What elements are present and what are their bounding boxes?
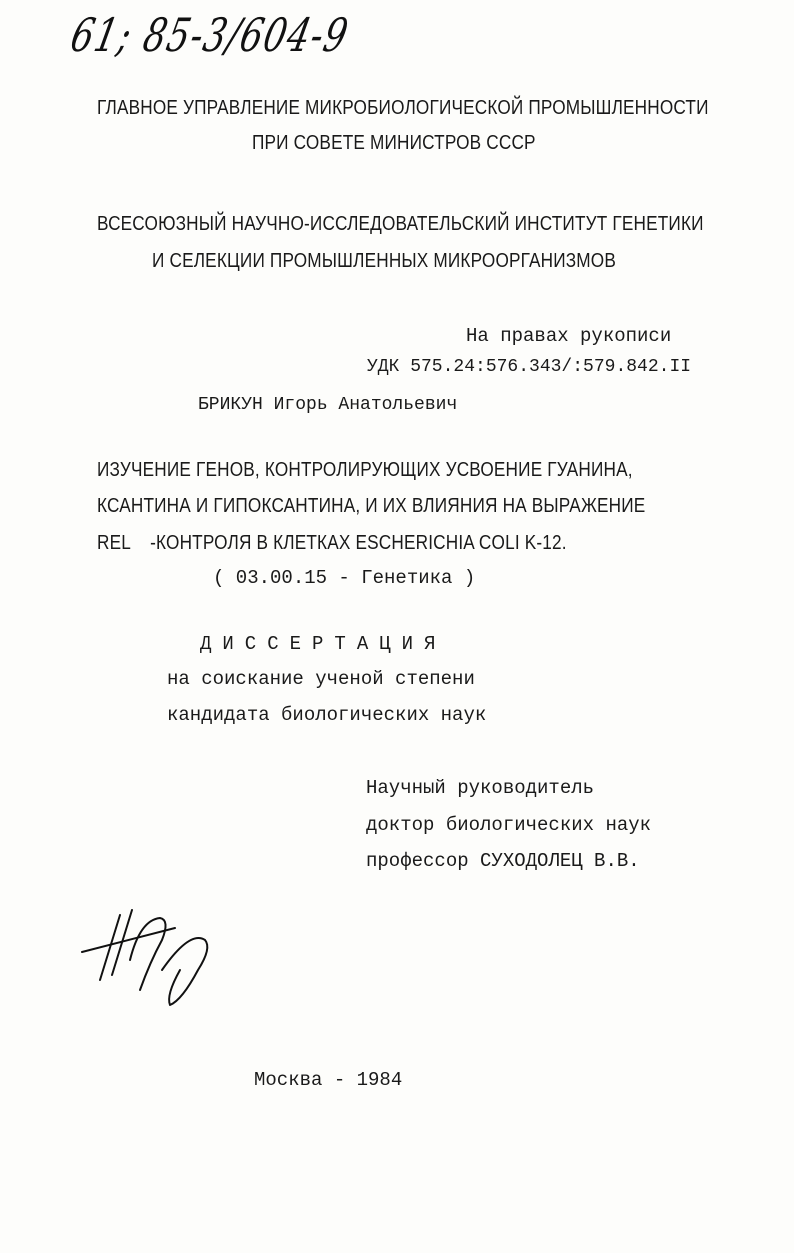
udc-code: УДК 575.24:576.343/:579.842.II <box>367 357 692 377</box>
city-year: Москва - 1984 <box>254 1069 403 1091</box>
title-line-2: КСАНТИНА И ГИПОКСАНТИНА, И ИХ ВЛИЯНИЯ НА ВЫРАЖЕНИЕ <box>97 495 646 517</box>
degree-line-2: кандидата биологических наук <box>167 704 487 726</box>
archive-mark: 61; 85-3/604-9 <box>66 8 354 62</box>
supervisor-line-1: Научный руководитель <box>366 777 595 799</box>
author-signature <box>70 900 230 1010</box>
specialty-code: ( 03.00.15 - Генетика ) <box>213 567 476 589</box>
supervisor-line-3: профессор СУХОДОЛЕЦ В.В. <box>366 850 640 872</box>
degree-line-1: на соискание ученой степени <box>167 668 475 690</box>
title-line-3: REL -КОНТРОЛЯ В КЛЕТКАХ ESCHERICHIA COLI K-12. <box>97 532 567 554</box>
ministry-line-1: ГЛАВНОЕ УПРАВЛЕНИЕ МИКРОБИОЛОГИЧЕСКОЙ ПРОМЫШЛЕННОСТИ <box>97 97 709 119</box>
work-type-heading: ДИССЕРТАЦИЯ <box>200 633 447 655</box>
manuscript-rights: На правах рукописи <box>466 325 672 347</box>
author-name: БРИКУН Игорь Анатольевич <box>198 395 458 415</box>
institute-line-1: ВСЕСОЮЗНЫЙ НАУЧНО-ИССЛЕДОВАТЕЛЬСКИЙ ИНСТИТУТ ГЕНЕТИКИ <box>97 213 704 235</box>
supervisor-line-2: доктор биологических наук <box>366 814 652 836</box>
ministry-line-2: ПРИ СОВЕТЕ МИНИСТРОВ СССР <box>252 132 536 154</box>
title-line-1: ИЗУЧЕНИЕ ГЕНОВ, КОНТРОЛИРУЮЩИХ УСВОЕНИЕ ГУАНИНА, <box>97 459 633 481</box>
institute-line-2: И СЕЛЕКЦИИ ПРОМЫШЛЕННЫХ МИКРООРГАНИЗМОВ <box>152 250 617 272</box>
